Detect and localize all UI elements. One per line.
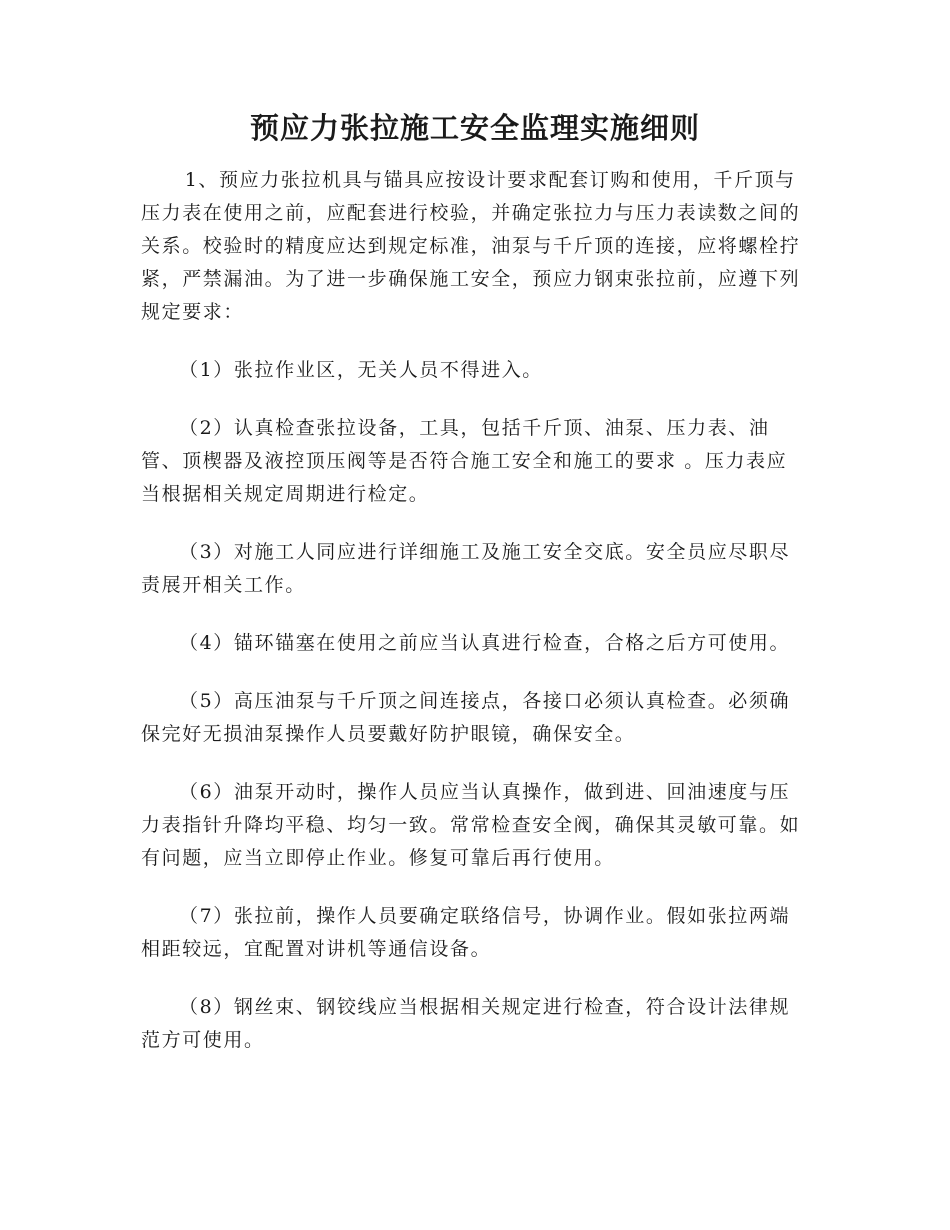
paragraph-gap xyxy=(141,966,805,991)
paragraph-item-4: （4）锚环锚塞在使用之前应当认真进行检查，合格之后方可使用。 xyxy=(179,632,791,654)
paragraph-item-3: （3）对施工人同应进行详细施工及施工安全交底。安全员应尽职尽责展开相关工作。 xyxy=(141,541,791,596)
paragraph-1: 1、预应力张拉机具与锚具应按设计要求配套订购和使用，千斤顶与压力表在使用之前，应配套进行校验，并确定张拉力与压力表读数之间的关系。校验时的精度应达到规定标准，油泵与千斤顶的连接，应将螺栓拧紧，严禁漏油。为了进一步确保施工安全，预应力钢束张拉前，应遵下列规定要求： xyxy=(141,169,801,323)
paragraph-item-6: （6）油泵开动时，操作人员应当认真操作，做到进、回油速度与压力表指针升降均平稳、均匀一致。常常检查安全阀，确保其灵敏可靠。如有问题，应当立即停止作业。修复可靠后再行使用。 xyxy=(141,781,801,869)
paragraph-gap xyxy=(141,602,805,627)
document-title: 预应力张拉施工安全监理实施细则 xyxy=(249,111,700,145)
paragraph-gap xyxy=(141,751,805,776)
paragraph-gap xyxy=(141,387,805,412)
paragraph-item-5: （5）高压油泵与千斤顶之间连接点，各接口必须认真检查。必须确保完好无损油泵操作人员要戴好防护眼镜，确保安全。 xyxy=(141,690,791,745)
paragraph-item-7: （7）张拉前，操作人员要确定联络信号，协调作业。假如张拉两端相距较远，宜配置对讲机等通信设备。 xyxy=(141,905,791,960)
paragraph-item-8: （8）钢丝束、钢铰线应当根据相关规定进行检查，符合设计法律规范方可使用。 xyxy=(141,996,791,1051)
paragraph-gap xyxy=(141,660,805,685)
paragraph-gap xyxy=(141,875,805,900)
document-body xyxy=(141,164,805,1057)
paragraph-gap xyxy=(141,511,805,536)
paragraph-gap xyxy=(141,329,805,354)
paragraph-item-2: （2）认真检查张拉设备，工具，包括千斤顶、油泵、压力表、油管、顶楔器及液控顶压阀等是否符合施工安全和施工的要求 。压力表应当根据相关规定周期进行检定。 xyxy=(141,417,788,505)
paragraph-item-1: （1）张拉作业区，无关人员不得进入。 xyxy=(179,359,543,381)
